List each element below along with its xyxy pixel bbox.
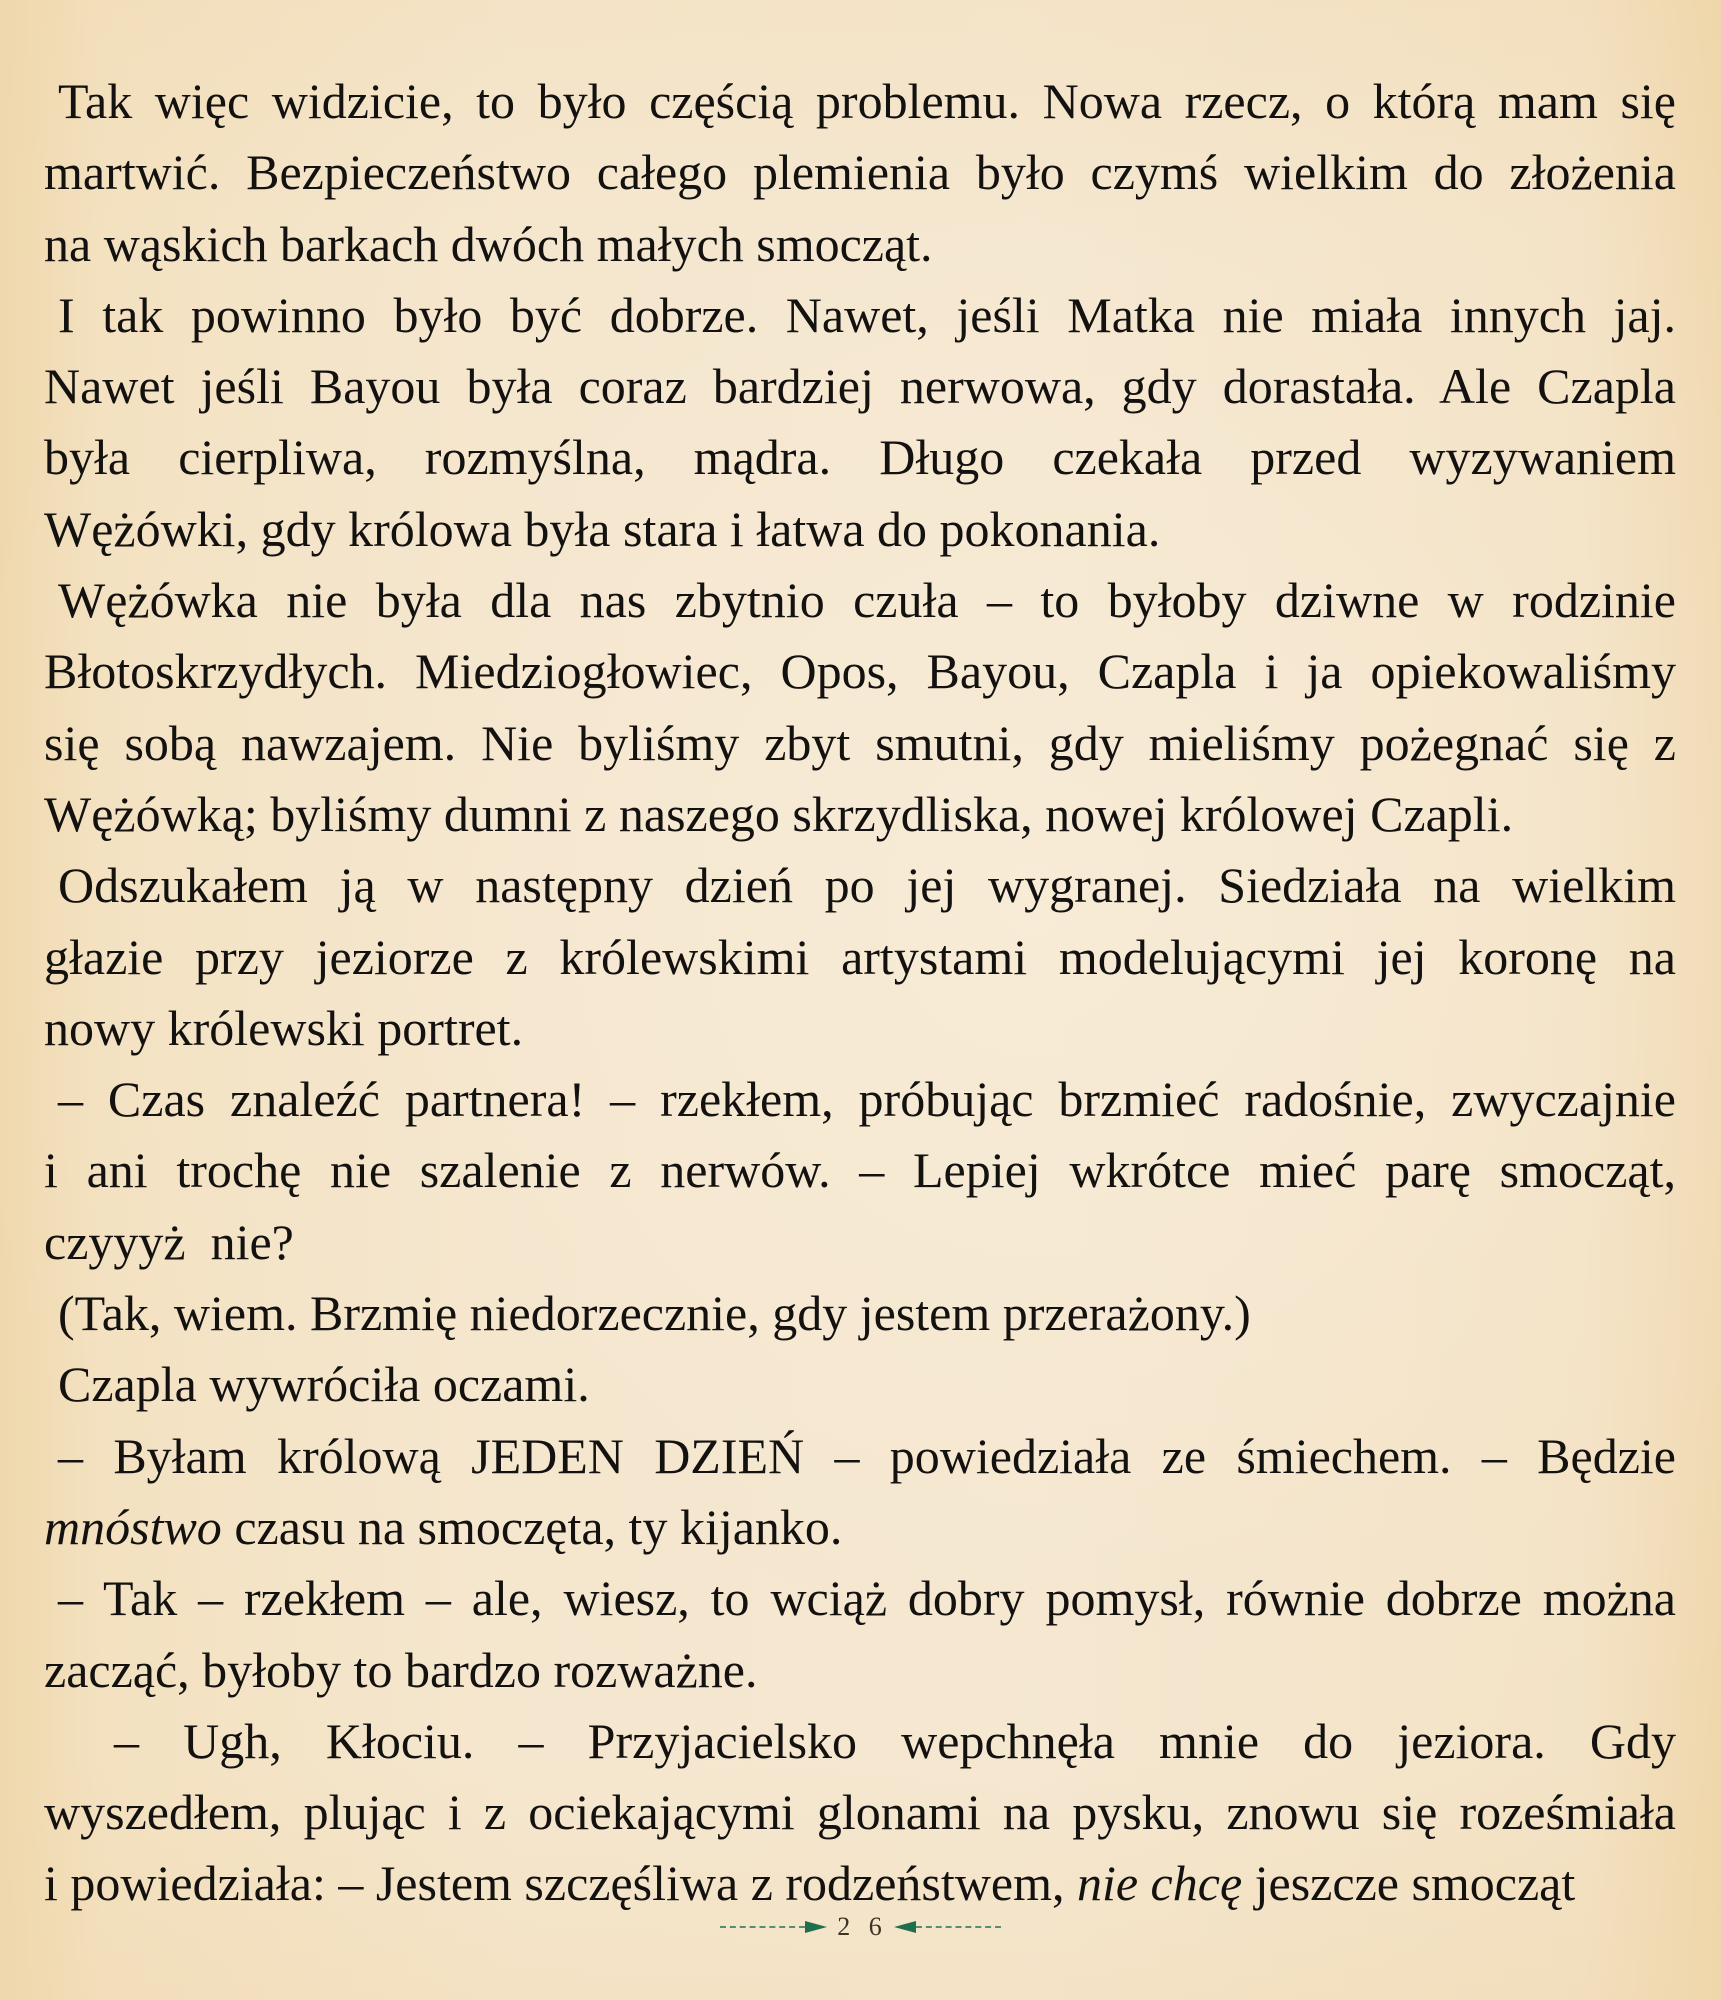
text-line-content: – Czas znaleźć partnera! – rzekłem, próbując brzmieć radośnie, zwyczajnie	[58, 1071, 1676, 1128]
text-line-content: i powiedziała: – Jestem szczęśliwa z rodzeństwem,	[44, 1855, 1077, 1912]
text-line-content: Błotoskrzydłych. Miedziogłowiec, Opos, Bayou, Czapla i ja opiekowaliśmy	[44, 643, 1676, 700]
text-line-content: zacząć, byłoby to bardzo rozważne.	[44, 1641, 758, 1698]
ornament-right-icon	[894, 1921, 1001, 1933]
dashed-rule	[720, 1926, 805, 1928]
text-line-content: martwić. Bezpieczeństwo całego plemienia było czymś wielkim do złożenia	[44, 144, 1676, 201]
text-line-content: czyyyż nie?	[44, 1213, 294, 1270]
text-line	[44, 1207, 1676, 1278]
italic-emphasis: mnóstwo	[44, 1498, 222, 1555]
text-line-content: Tak więc widzicie, to było częścią problemu. Nowa rzecz, o którą mam się	[58, 73, 1676, 129]
text-line-content: Odszukałem ją w następny dzień po jej wygranej. Siedziała na wielkim	[58, 857, 1676, 914]
text-line	[44, 850, 1676, 921]
text-line	[44, 1278, 1676, 1349]
text-line-content: i ani trochę nie szalenie z nerwów. – Lepiej wkrótce mieć parę smocząt,	[44, 1142, 1676, 1199]
text-line-content: Wężówką; byliśmy dumni z naszego skrzydliska, nowej królowej Czapli.	[44, 785, 1514, 842]
text-line-content: Czapla wywróciła oczami.	[58, 1356, 590, 1413]
text-line	[44, 1563, 1676, 1634]
text-line	[44, 1492, 1676, 1563]
text-line	[44, 209, 1676, 280]
text-line	[44, 351, 1676, 422]
text-line-content: czasu na smoczęta, ty kijanko.	[221, 1498, 843, 1555]
text-line	[44, 1635, 1676, 1706]
text-line	[44, 1135, 1676, 1206]
text-line-content: jeszcze smocząt	[1242, 1855, 1576, 1912]
text-line	[44, 922, 1676, 993]
text-line	[44, 137, 1676, 208]
arrow-tip-icon	[894, 1921, 916, 1933]
text-line-content: Wężówka nie była dla nas zbytnio czuła – to byłoby dziwne w rodzinie	[58, 572, 1676, 629]
dashed-rule	[916, 1926, 1001, 1928]
text-line	[44, 779, 1676, 850]
text-line-content: wyszedłem, plując i z ociekającymi glonami na pysku, znowu się roześmiała	[44, 1784, 1676, 1841]
text-line-content: – Ugh, Kłociu. – Przyjacielsko wepchnęła mnie do jeziora. Gdy	[114, 1712, 1676, 1769]
text-line-content: – Byłam królową JEDEN DZIEŃ – powiedziała ze śmiechem. – Będzie	[58, 1427, 1676, 1484]
text-line-content: głazie przy jeziorze z królewskimi artystami modelującymi jej koronę na	[44, 928, 1676, 985]
text-line	[44, 422, 1676, 493]
text-line-content: I tak powinno było być dobrze. Nawet, jeśli Matka nie miała innych jaj.	[58, 286, 1676, 343]
text-line-content: na wąskich barkach dwóch małych smocząt.	[44, 215, 933, 272]
text-line	[44, 1349, 1676, 1420]
text-line-content: (Tak, wiem. Brzmię niedorzecznie, gdy jestem przerażony.)	[58, 1285, 1251, 1342]
text-line-content: była cierpliwa, rozmyślna, mądra. Długo czekała przed wyzywaniem	[44, 429, 1676, 486]
text-line	[44, 1777, 1676, 1848]
text-line	[44, 280, 1676, 351]
text-line	[44, 708, 1676, 779]
text-line-content: – Tak – rzekłem – ale, wiesz, to wciąż dobry pomysł, równie dobrze można	[58, 1570, 1676, 1627]
ornament-left-icon	[720, 1921, 827, 1933]
text-line	[44, 565, 1676, 636]
page-footer	[0, 1912, 1721, 1942]
text-line-content: się sobą nawzajem. Nie byliśmy zbyt smutni, gdy mieliśmy pożegnać się z	[44, 714, 1676, 771]
text-line	[44, 494, 1676, 565]
text-line-content: Nawet jeśli Bayou była coraz bardziej nerwowa, gdy dorastała. Ale Czapla	[44, 358, 1676, 415]
arrow-tip-icon	[805, 1921, 827, 1933]
page-number: 2 6	[837, 1912, 888, 1941]
text-line-content: Wężówki, gdy królowa była stara i łatwa do pokonania.	[44, 500, 1161, 557]
body-text	[44, 66, 1676, 1920]
text-line	[44, 66, 1676, 137]
text-line-content: nowy królewski portret.	[44, 999, 524, 1056]
text-line	[44, 1848, 1676, 1919]
text-line	[44, 1706, 1676, 1777]
text-line	[44, 636, 1676, 707]
text-line	[44, 993, 1676, 1064]
italic-emphasis: nie chcę	[1076, 1855, 1243, 1912]
text-line	[44, 1421, 1676, 1492]
text-line	[44, 1064, 1676, 1135]
